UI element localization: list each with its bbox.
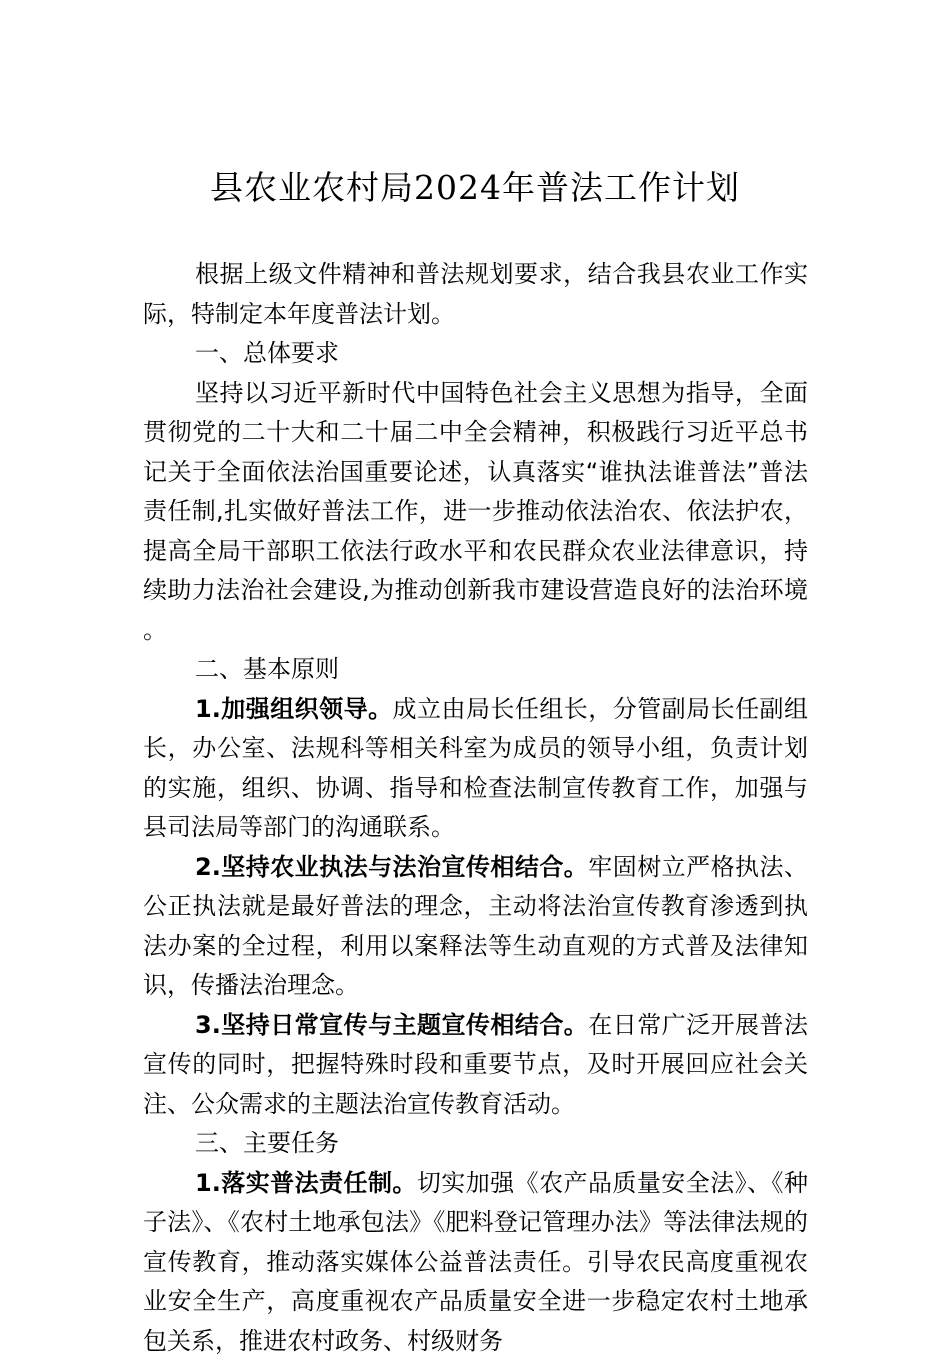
principle-item — [143, 848, 808, 1006]
principle-text: 在日常广泛开展普法宣传的同时，把握特殊时段和重要节点，及时开展回应社会关注、公众需求的主题法治宣传教育活动。 — [143, 1011, 808, 1118]
intro-paragraph: 根据上级文件精神和普法规划要求，结合我县农业工作实际，特制定本年度普法计划。 — [143, 255, 808, 334]
principle-item — [143, 690, 808, 848]
principle-text: 牢固树立严格执法、公正执法就是最好普法的理念，主动将法治宣传教育渗透到执法办案的全过程，利用以案释法等生动直观的方式普及法律知识，传播法治理念。 — [143, 853, 808, 1000]
overall-requirements-paragraph: 坚持以习近平新时代中国特色社会主义思想为指导，全面贯彻党的二十大和二十届二中全会精神，积极践行习近平总书记关于全面依法治国重要论述，认真落实“谁执法谁普法”普法责任制,扎实做好普法工作，进一步推动依法治农、依法护农，提高全局干部职工依法行政水平和农民群众农业法律意识，持续助力法治社会建设,为推动创新我市建设营造良好的法治环境。 — [143, 374, 808, 651]
task-item — [143, 1164, 808, 1361]
section-heading-main-tasks: 三、主要任务 — [143, 1124, 808, 1164]
principle-lead: 1.加强组织领导。 — [195, 695, 393, 723]
task-lead: 1.落实普法责任制。 — [195, 1169, 417, 1197]
task-text: 切实加强《农产品质量安全法》、《种子法》、《农村土地承包法》《肥料登记管理办法》等法律法规的宣传教育，推动落实媒体公益普法责任。引导农民高度重视农业安全生产，高度重视农产品质量安全进一步稳定农村土地承包关系，推进农村政务、村级财务 — [143, 1169, 808, 1355]
document-body — [143, 255, 808, 1361]
principle-text: 成立由局长任组长，分管副局长任副组长，办公室、法规科等相关科室为成员的领导小组，负责计划的实施，组织、协调、指导和检查法制宣传教育工作，加强与县司法局等部门的沟通联系。 — [143, 695, 808, 842]
principle-lead: 3.坚持日常宣传与主题宣传相结合。 — [195, 1011, 588, 1039]
section-heading-basic-principles: 二、基本原则 — [143, 650, 808, 690]
principle-lead: 2.坚持农业执法与法治宣传相结合。 — [195, 853, 588, 881]
principle-item — [143, 1006, 808, 1125]
section-heading-overall-requirements: 一、总体要求 — [143, 334, 808, 374]
document-title: 县农业农村局2024年普法工作计划 — [0, 160, 950, 216]
